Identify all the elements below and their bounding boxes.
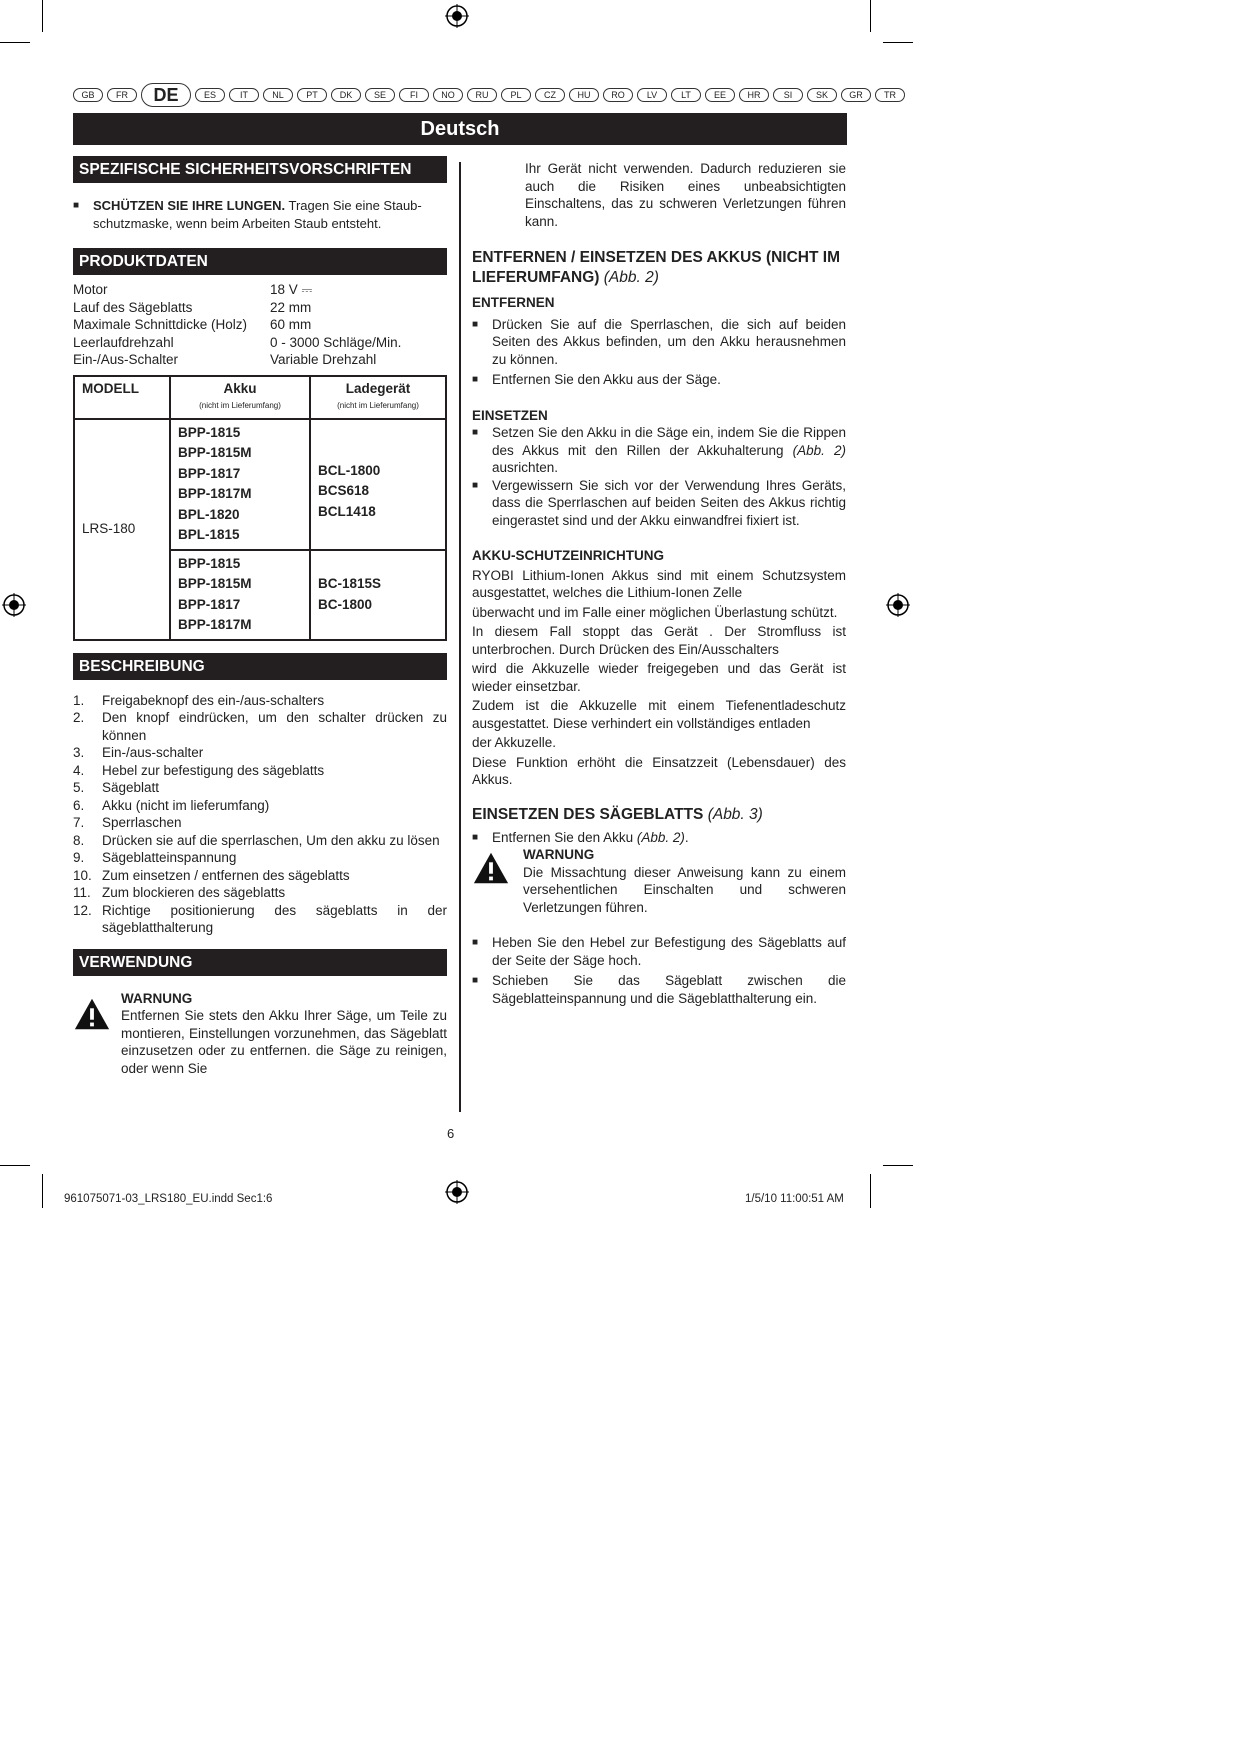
item-number: 6. <box>73 797 85 813</box>
warning-icon <box>73 996 111 1032</box>
language-fi: FI <box>399 88 429 102</box>
registration-mark-icon <box>445 4 469 28</box>
akku-model: BPP-1815M <box>178 445 252 460</box>
language-ro: RO <box>603 88 633 102</box>
registration-mark-icon <box>2 593 26 617</box>
description-item <box>73 779 447 797</box>
einsetzen-label: EINSETZEN <box>472 407 548 423</box>
desc-heading: BESCHREIBUNG <box>73 653 447 680</box>
item-text: Freigabeknopf des ein-/aus-schalters <box>102 692 325 708</box>
item-number: 11. <box>73 885 91 900</box>
use-heading: VERWENDUNG <box>73 949 447 976</box>
blade-item <box>472 972 846 1007</box>
protect-paragraph: überwacht und im Falle einer möglichen Überlastung schützt. <box>472 604 838 620</box>
bullet-icon: ■ <box>472 975 479 986</box>
protect-paragraph: In diesem Fall stoppt das Gerät . Der Stromfluss ist unterbrochen. Durch Drücken des Ein/Ausschalters <box>472 624 846 657</box>
crop-mark <box>0 1165 30 1166</box>
einsetzen-item: ■ Setzen Sie den Akku in die Säge ein, indem Sie die Rippen des Akkus mit den Rillen der Akkuhalterung (Abb. 2) ausrichten. <box>472 425 846 475</box>
protect-text <box>472 567 846 789</box>
item-text: Ein-/aus-schalter <box>102 745 204 760</box>
warning-icon <box>472 850 510 886</box>
entfernen-item <box>472 371 846 389</box>
language-no: NO <box>433 88 463 102</box>
item-text: Richtige positionierung des sägeblatts in der sägeblatthalterung <box>102 902 447 935</box>
item-number: 4. <box>73 762 85 778</box>
item-number: 5. <box>73 780 85 795</box>
description-item <box>73 709 447 744</box>
language-gb: GB <box>73 88 103 102</box>
remove-heading: ENTFERNEN / EINSETZEN DES AKKUS (NICHT IM LIEFERUMFANG) (Abb. 2) <box>472 249 840 286</box>
crop-mark <box>42 0 43 32</box>
blade-warning-title: WARNUNG <box>523 847 595 862</box>
language-lv: LV <box>637 88 667 102</box>
language-it: IT <box>229 88 259 102</box>
description-item <box>73 692 447 710</box>
crop-mark <box>870 1174 871 1208</box>
akku-model: BPP-1817M <box>178 486 252 501</box>
akku-model: BPP-1815 <box>178 424 241 440</box>
item-number: 7. <box>73 815 85 830</box>
use-warning-title: WARNUNG <box>121 990 193 1006</box>
safety-text: Tragen Sie eine Staub-schutzmaske, wenn beim Arbeiten Staub entsteht. <box>93 198 422 231</box>
akku-model: BPP-1817M <box>178 617 252 632</box>
bullet-text: Entfernen Sie den Akku aus der Säge. <box>492 372 721 387</box>
description-item <box>73 814 447 832</box>
registration-mark-icon <box>886 593 910 617</box>
akku-model: BPP-1815M <box>178 576 252 591</box>
blade-warning <box>472 846 846 916</box>
spec-value: 60 mm <box>270 317 312 332</box>
charger-model: BC-1800 <box>318 596 373 612</box>
item-text: Zum blockieren des sägeblatts <box>102 885 286 900</box>
protect-paragraph: Diese Funktion erhöht die Einsatzzeit (Lebensdauer) des Akkus. <box>472 754 846 787</box>
description-list <box>73 692 447 937</box>
language-bar <box>73 84 896 106</box>
protect-label: AKKU-SCHUTZEINRICHTUNG <box>472 548 664 563</box>
language-es: ES <box>195 88 225 102</box>
bullet-icon: ■ <box>472 374 479 385</box>
safety-bold: SCHÜTZEN SIE IHRE LUNGEN. <box>93 198 286 213</box>
item-text: Akku (nicht im lieferumfang) <box>102 797 270 813</box>
entfernen-list <box>472 316 846 389</box>
item-text: Zum einsetzen / entfernen des sägeblatts <box>102 867 350 883</box>
item-number: 8. <box>73 832 85 848</box>
description-item <box>73 867 447 885</box>
spec-row <box>73 316 447 334</box>
language-si: SI <box>773 88 803 102</box>
crop-mark <box>870 0 871 32</box>
language-nl: NL <box>263 88 293 102</box>
col-charger: Ladegerät (nicht im Lieferumfang) <box>310 376 446 419</box>
description-item <box>73 797 447 815</box>
spec-key: Leerlaufdrehzahl <box>73 334 174 350</box>
item-text: Hebel zur befestigung des sägeblatts <box>102 762 325 778</box>
language-tr: TR <box>875 88 905 102</box>
language-ru: RU <box>467 88 497 102</box>
description-item <box>73 832 447 850</box>
language-ee: EE <box>705 88 735 102</box>
use-warning-text: Entfernen Sie stets den Akku Ihrer Säge, um Teile zu montieren, Einstellungen vorzunehmen, das Sägeblatt einzusetzen oder zu entfernen. die Säge zu reinigen, oder wenn Sie <box>121 1008 447 1076</box>
column-divider <box>459 162 461 1112</box>
continued-text: Ihr Gerät nicht verwenden. Dadurch reduzieren sie auch die Risiken eines unbeabsichtigten Einschaltens, das zu schweren Verletzungen führen kann. <box>525 161 846 229</box>
protect-paragraph: wird die Akkuzelle wieder freigegeben und das Gerät ist wieder einsetzbar. <box>472 661 846 694</box>
language-pl: PL <box>501 88 531 102</box>
bullet-text: Schieben Sie das Sägeblatt zwischen die Sägeblatteinspannung und die Sägeblatthalterung ein. <box>492 973 846 1006</box>
description-item <box>73 762 447 780</box>
spec-row <box>73 281 447 299</box>
language-hr: HR <box>739 88 769 102</box>
protect-paragraph: der Akkuzelle. <box>472 735 557 750</box>
charger-model: BCL-1800 <box>318 462 381 478</box>
protect-paragraph: RYOBI Lithium-Ionen Akkus sind mit einem Schutzsystem ausgestattet, welches die Lithium-Ionen Zelle <box>472 567 846 600</box>
product-heading: PRODUKTDATEN <box>73 248 447 275</box>
language-de: DE <box>141 83 191 107</box>
footer-file: 961075071-03_LRS180_EU.indd Sec1:6 <box>64 1193 273 1205</box>
language-sk: SK <box>807 88 837 102</box>
bullet-text: Drücken Sie auf die Sperrlaschen, die sich auf beiden Seiten des Akkus befinden, um den Akku herausnehmen zu können. <box>492 316 846 367</box>
charger-model: BCL1418 <box>318 503 376 519</box>
blade-item <box>472 934 846 969</box>
spec-key: Lauf des Sägeblatts <box>73 299 193 315</box>
akku-cell <box>170 550 310 640</box>
crop-mark <box>0 42 30 43</box>
akku-model: BPL-1820 <box>178 506 240 522</box>
language-fr: FR <box>107 88 137 102</box>
crop-mark <box>883 42 913 43</box>
spec-value: 0 - 3000 Schläge/Min. <box>270 334 402 350</box>
charger-cell <box>310 419 446 550</box>
page-title: Deutsch <box>73 113 847 145</box>
language-dk: DK <box>331 88 361 102</box>
item-text: Drücken sie auf die sperrlaschen, Um den akku zu lösen <box>102 832 440 848</box>
protect-paragraph: Zudem ist die Akkuzelle mit einem Tiefenentladeschutz ausgestattet. Diese verhindert ein vollständiges entladen <box>472 698 846 731</box>
description-item <box>73 884 447 902</box>
item-text: Den knopf eindrücken, um den schalter drücken zu können <box>102 710 447 743</box>
col-akku: Akku (nicht im Lieferumfang) <box>170 376 310 419</box>
spec-value: 18 V ⎓ <box>270 282 313 297</box>
safety-heading: SPEZIFISCHE SICHERHEITSVORSCHRIFTEN <box>73 156 447 183</box>
spec-row <box>73 299 447 317</box>
akku-model: BPL-1815 <box>178 527 240 542</box>
description-item <box>73 849 447 867</box>
spec-value: 22 mm <box>270 299 312 315</box>
akku-model: BPP-1815 <box>178 555 241 571</box>
item-number: 10. <box>73 867 92 883</box>
language-hu: HU <box>569 88 599 102</box>
blade-list <box>472 934 846 1007</box>
model-table <box>73 375 447 641</box>
use-warning <box>73 990 447 1078</box>
safety-item: ■ SCHÜTZEN SIE IHRE LUNGEN. Tragen Sie eine Staub-schutzmaske, wenn beim Arbeiten Staub entsteht. <box>73 198 422 231</box>
language-cz: CZ <box>535 88 565 102</box>
description-item <box>73 744 447 762</box>
blade-warning-text: Die Missachtung dieser Anweisung kann zu einem versehentlichen Einschalten und schweren Verletzungen führen. <box>523 864 846 915</box>
charger-model: BC-1815S <box>318 576 382 591</box>
charger-model: BCS618 <box>318 483 370 499</box>
model-cell: LRS-180 <box>74 419 170 640</box>
spec-key: Ein-/Aus-Schalter <box>73 352 179 367</box>
page-number: 6 <box>447 1126 455 1141</box>
charger-cell <box>310 550 446 640</box>
item-text: Sperrlaschen <box>102 815 182 830</box>
item-text: Sägeblatt <box>102 780 160 795</box>
crop-mark <box>883 1165 913 1166</box>
bullet-icon: ■ <box>472 937 479 948</box>
registration-mark-icon <box>445 1180 469 1204</box>
blade-item: ■ Entfernen Sie den Akku (Abb. 2). <box>472 829 689 845</box>
akku-cell <box>170 419 310 550</box>
spec-value: Variable Drehzahl <box>270 352 377 367</box>
entfernen-item <box>472 316 846 369</box>
language-pt: PT <box>297 88 327 102</box>
crop-mark <box>42 1174 43 1208</box>
footer-date: 1/5/10 11:00:51 AM <box>745 1193 844 1205</box>
spec-row <box>73 334 447 352</box>
spec-key: Maximale Schnittdicke (Holz) <box>73 317 248 332</box>
item-number: 12. <box>73 902 92 918</box>
item-number: 1. <box>73 692 85 708</box>
right-column <box>472 160 846 1007</box>
spec-row <box>73 351 447 369</box>
description-item <box>73 902 447 937</box>
item-text: Sägeblatteinspannung <box>102 850 237 865</box>
item-number: 9. <box>73 850 85 865</box>
spec-list <box>73 281 447 369</box>
left-column <box>73 156 447 1077</box>
language-gr: GR <box>841 88 871 102</box>
col-model: MODELL <box>74 376 170 419</box>
language-lt: LT <box>671 88 701 102</box>
akku-model: BPP-1817 <box>178 465 241 481</box>
entfernen-label: ENTFERNEN <box>472 295 555 310</box>
item-number: 3. <box>73 745 85 760</box>
bullet-text: Heben Sie den Hebel zur Befestigung des Sägeblatts auf der Seite der Säge hoch. <box>492 935 846 968</box>
bullet-icon: ■ <box>472 318 479 330</box>
einsetzen-item: ■ Vergewissern Sie sich vor der Verwendung Ihres Geräts, dass die Sperrlaschen auf beiden Seiten des Akkus richtig eingerastet sind und der Akku einwandfrei fixiert ist. <box>472 477 846 528</box>
spec-key: Motor <box>73 282 108 297</box>
akku-model: BPP-1817 <box>178 596 241 612</box>
blade-heading: EINSETZEN DES SÄGEBLATTS (Abb. 3) <box>472 805 763 823</box>
item-number: 2. <box>73 710 85 725</box>
language-se: SE <box>365 88 395 102</box>
